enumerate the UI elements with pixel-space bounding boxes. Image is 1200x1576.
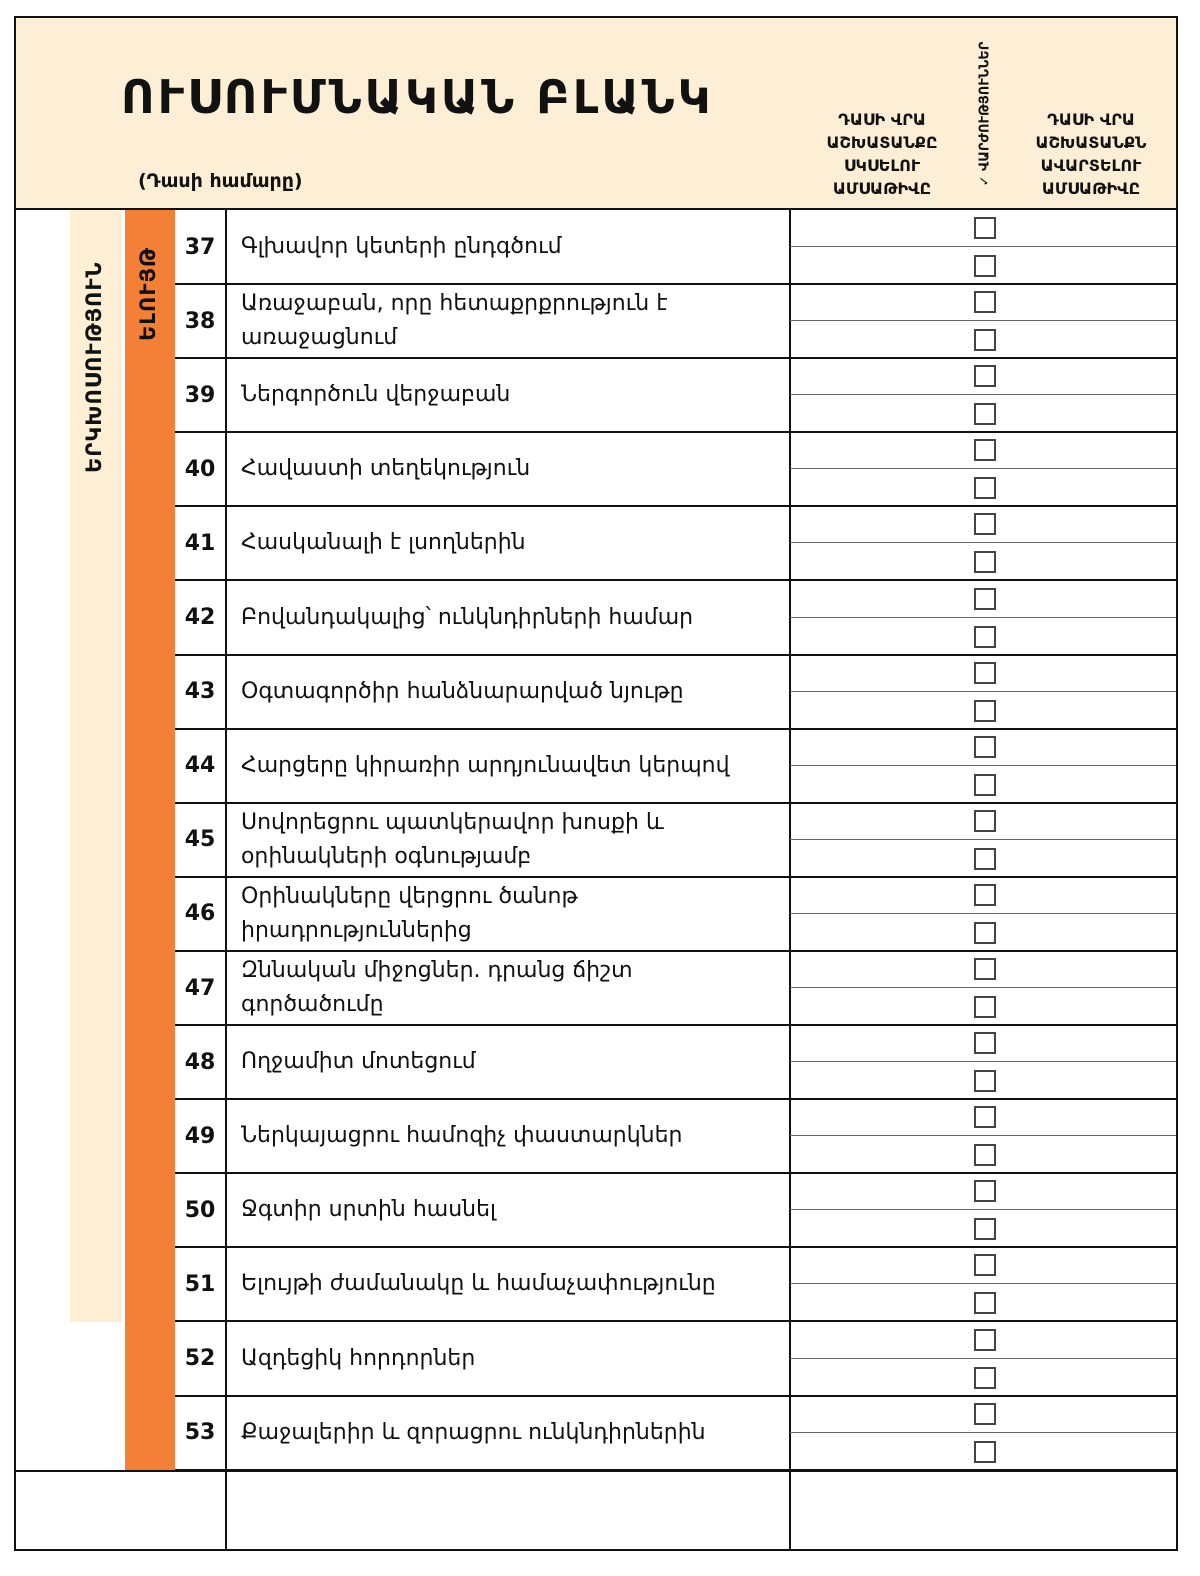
checkbox[interactable] — [974, 1106, 996, 1128]
lesson-point-number: 43 — [184, 679, 216, 705]
checkbox[interactable] — [974, 403, 996, 425]
row-midline — [790, 1135, 1176, 1136]
lesson-point-number: 46 — [184, 901, 216, 927]
table-row — [175, 210, 1176, 284]
checkbox[interactable] — [974, 551, 996, 573]
form-frame — [14, 16, 1178, 1551]
row-midline — [790, 394, 1176, 395]
table-row — [175, 877, 1176, 951]
row-midline — [790, 1283, 1176, 1284]
lesson-point-number: 50 — [184, 1197, 216, 1223]
start-header-line: ԱՇԽԱՏԱՆՔԸ — [826, 133, 938, 152]
row-midline — [790, 1209, 1176, 1210]
lesson-point-number: 40 — [184, 456, 216, 482]
checkbox[interactable] — [974, 848, 996, 870]
row-midline — [790, 617, 1176, 618]
end-header-line: ԱՎԱՐՏԵԼՈՒ — [1040, 156, 1142, 175]
lesson-point-text: Ջգտիր սրտին հասնել — [241, 1197, 497, 1223]
lesson-point-number: 42 — [184, 605, 216, 630]
checkbox[interactable] — [974, 1070, 996, 1092]
row-midline — [790, 320, 1176, 321]
table-row — [175, 1173, 1176, 1247]
table-row — [175, 1025, 1176, 1099]
checkbox[interactable] — [974, 1441, 996, 1463]
end-header-line: ԴԱՍԻ ՎՐԱ — [1047, 110, 1135, 129]
lesson-point-number: 37 — [184, 234, 216, 260]
row-midline — [790, 913, 1176, 914]
start-date-column-header — [802, 108, 962, 200]
table-row — [175, 729, 1176, 803]
lesson-point-text: Սովորեցրու պատկերավոր խոսքի և օրինակների օգնությամբ — [241, 809, 664, 869]
lesson-number-label: (Դասի համարը) — [138, 170, 303, 192]
check-header-label: ✓ ՎԱՐԺՈՒԹՅՈՒՆՆԵՐ — [977, 41, 993, 187]
checkbox[interactable] — [974, 884, 996, 906]
checkbox[interactable] — [974, 958, 996, 980]
start-header-line: ԱՄՍԱԹԻՎԸ — [832, 179, 932, 198]
checkbox[interactable] — [974, 291, 996, 313]
check-column-header — [974, 26, 996, 202]
row-midline — [790, 1358, 1176, 1359]
row-midline — [790, 987, 1176, 988]
end-header-line: ԱՇԽԱՏԱՆՔՆ — [1035, 133, 1147, 152]
checkbox[interactable] — [974, 329, 996, 351]
checkbox[interactable] — [974, 1144, 996, 1166]
checkbox[interactable] — [974, 1329, 996, 1351]
row-midline — [790, 1061, 1176, 1062]
table-row — [175, 581, 1176, 655]
table-row — [175, 432, 1176, 506]
checkbox[interactable] — [974, 736, 996, 758]
checkbox[interactable] — [974, 1180, 996, 1202]
end-date-column-header — [1011, 108, 1171, 200]
table-bottom-line — [16, 1470, 1176, 1472]
lesson-point-text: Քաջալերիր և զորացրու ունկնդիրներին — [241, 1419, 706, 1445]
checkbox[interactable] — [974, 217, 996, 239]
row-midline — [790, 691, 1176, 692]
subsection-band — [125, 210, 175, 1470]
table-row — [175, 284, 1176, 358]
row-midline — [790, 765, 1176, 766]
table-row — [175, 506, 1176, 580]
checkbox[interactable] — [974, 774, 996, 796]
lesson-point-text: Հարցերը կիրառիր արդյունավետ կերպով — [241, 752, 730, 778]
subsection-label: ԵԼՈՒՅԹ — [136, 247, 160, 341]
lesson-point-number: 47 — [184, 975, 216, 1001]
checkbox[interactable] — [974, 1292, 996, 1314]
table-row — [175, 358, 1176, 432]
lesson-point-text: Ողջամիտ մոտեցում — [241, 1049, 476, 1075]
lesson-point-text: Ելույթի ժամանակը և համաչափությունը — [241, 1271, 716, 1297]
checkbox[interactable] — [974, 477, 996, 499]
table-row — [175, 803, 1176, 877]
lesson-point-text: Հասկանալի է լսողներին — [241, 530, 526, 556]
start-header-line: ԴԱՍԻ ՎՐԱ — [838, 110, 926, 129]
lesson-point-text: Օրինակները վերցրու ծանոթ իրադրություններից — [241, 883, 578, 943]
section-label: ԵՐԿԽՈՍՈՒԹՅՈՒՆ — [82, 261, 106, 473]
checkbox[interactable] — [974, 662, 996, 684]
table-row — [175, 1322, 1176, 1396]
checkbox[interactable] — [974, 996, 996, 1018]
form-header — [16, 18, 1176, 210]
lesson-point-number: 45 — [184, 827, 216, 853]
table-row — [175, 951, 1176, 1025]
lesson-point-text: Հավաստի տեղեկություն — [241, 456, 531, 482]
lesson-point-text: Օգտագործիր հանձնարարված նյութը — [241, 678, 684, 704]
lesson-point-text: Ներգործուն վերջաբան — [241, 382, 511, 408]
lesson-point-number: 51 — [184, 1271, 216, 1297]
lesson-point-number: 49 — [184, 1123, 216, 1149]
lesson-point-text: Գլխավոր կետերի ընդգծում — [241, 234, 562, 259]
lesson-point-text: Բովանդակալից՝ ունկնդիրների համար — [241, 604, 694, 630]
table-row — [175, 1247, 1176, 1321]
checkbox[interactable] — [974, 700, 996, 722]
lesson-point-number: 44 — [184, 753, 216, 779]
checkbox[interactable] — [974, 1403, 996, 1425]
checkbox[interactable] — [974, 810, 996, 832]
lesson-point-number: 53 — [184, 1420, 216, 1446]
row-midline — [790, 839, 1176, 840]
table-row — [175, 1396, 1176, 1470]
checkbox[interactable] — [974, 588, 996, 610]
form-title: ՈՒՍՈՒՄՆԱԿԱՆ ԲԼԱՆԿ — [121, 70, 714, 124]
lesson-point-text: Ազդեցիկ հորդորներ — [241, 1345, 476, 1371]
lesson-point-number: 38 — [184, 308, 216, 334]
row-midline — [790, 1432, 1176, 1433]
checkbox[interactable] — [974, 1367, 996, 1389]
checkbox[interactable] — [974, 922, 996, 944]
table-row — [175, 1099, 1176, 1173]
lesson-point-number: 39 — [184, 382, 216, 408]
checkbox[interactable] — [974, 1032, 996, 1054]
checkbox[interactable] — [974, 365, 996, 387]
row-midline — [790, 246, 1176, 247]
checkbox[interactable] — [974, 626, 996, 648]
lesson-point-text: Առաջաբան, որը հետաքրքրություն է առաջացնում — [241, 291, 668, 351]
checkbox[interactable] — [974, 255, 996, 277]
checkbox[interactable] — [974, 1254, 996, 1276]
lesson-point-text: Ներկայացրու համոզիչ փաստարկներ — [241, 1123, 683, 1149]
row-midline — [790, 542, 1176, 543]
checkbox[interactable] — [974, 1218, 996, 1240]
end-header-line: ԱՄՍԱԹԻՎԸ — [1041, 179, 1141, 198]
table-row — [175, 655, 1176, 729]
checkbox[interactable] — [974, 513, 996, 535]
start-header-line: ՍԿՍԵԼՈՒ — [843, 156, 921, 175]
lesson-point-number: 48 — [184, 1049, 216, 1075]
lesson-point-number: 41 — [184, 530, 216, 556]
lesson-point-text: Զննական միջոցներ. դրանց ճիշտ գործածումը — [241, 958, 633, 1017]
lesson-point-number: 52 — [184, 1346, 216, 1371]
checkbox[interactable] — [974, 439, 996, 461]
row-midline — [790, 468, 1176, 469]
